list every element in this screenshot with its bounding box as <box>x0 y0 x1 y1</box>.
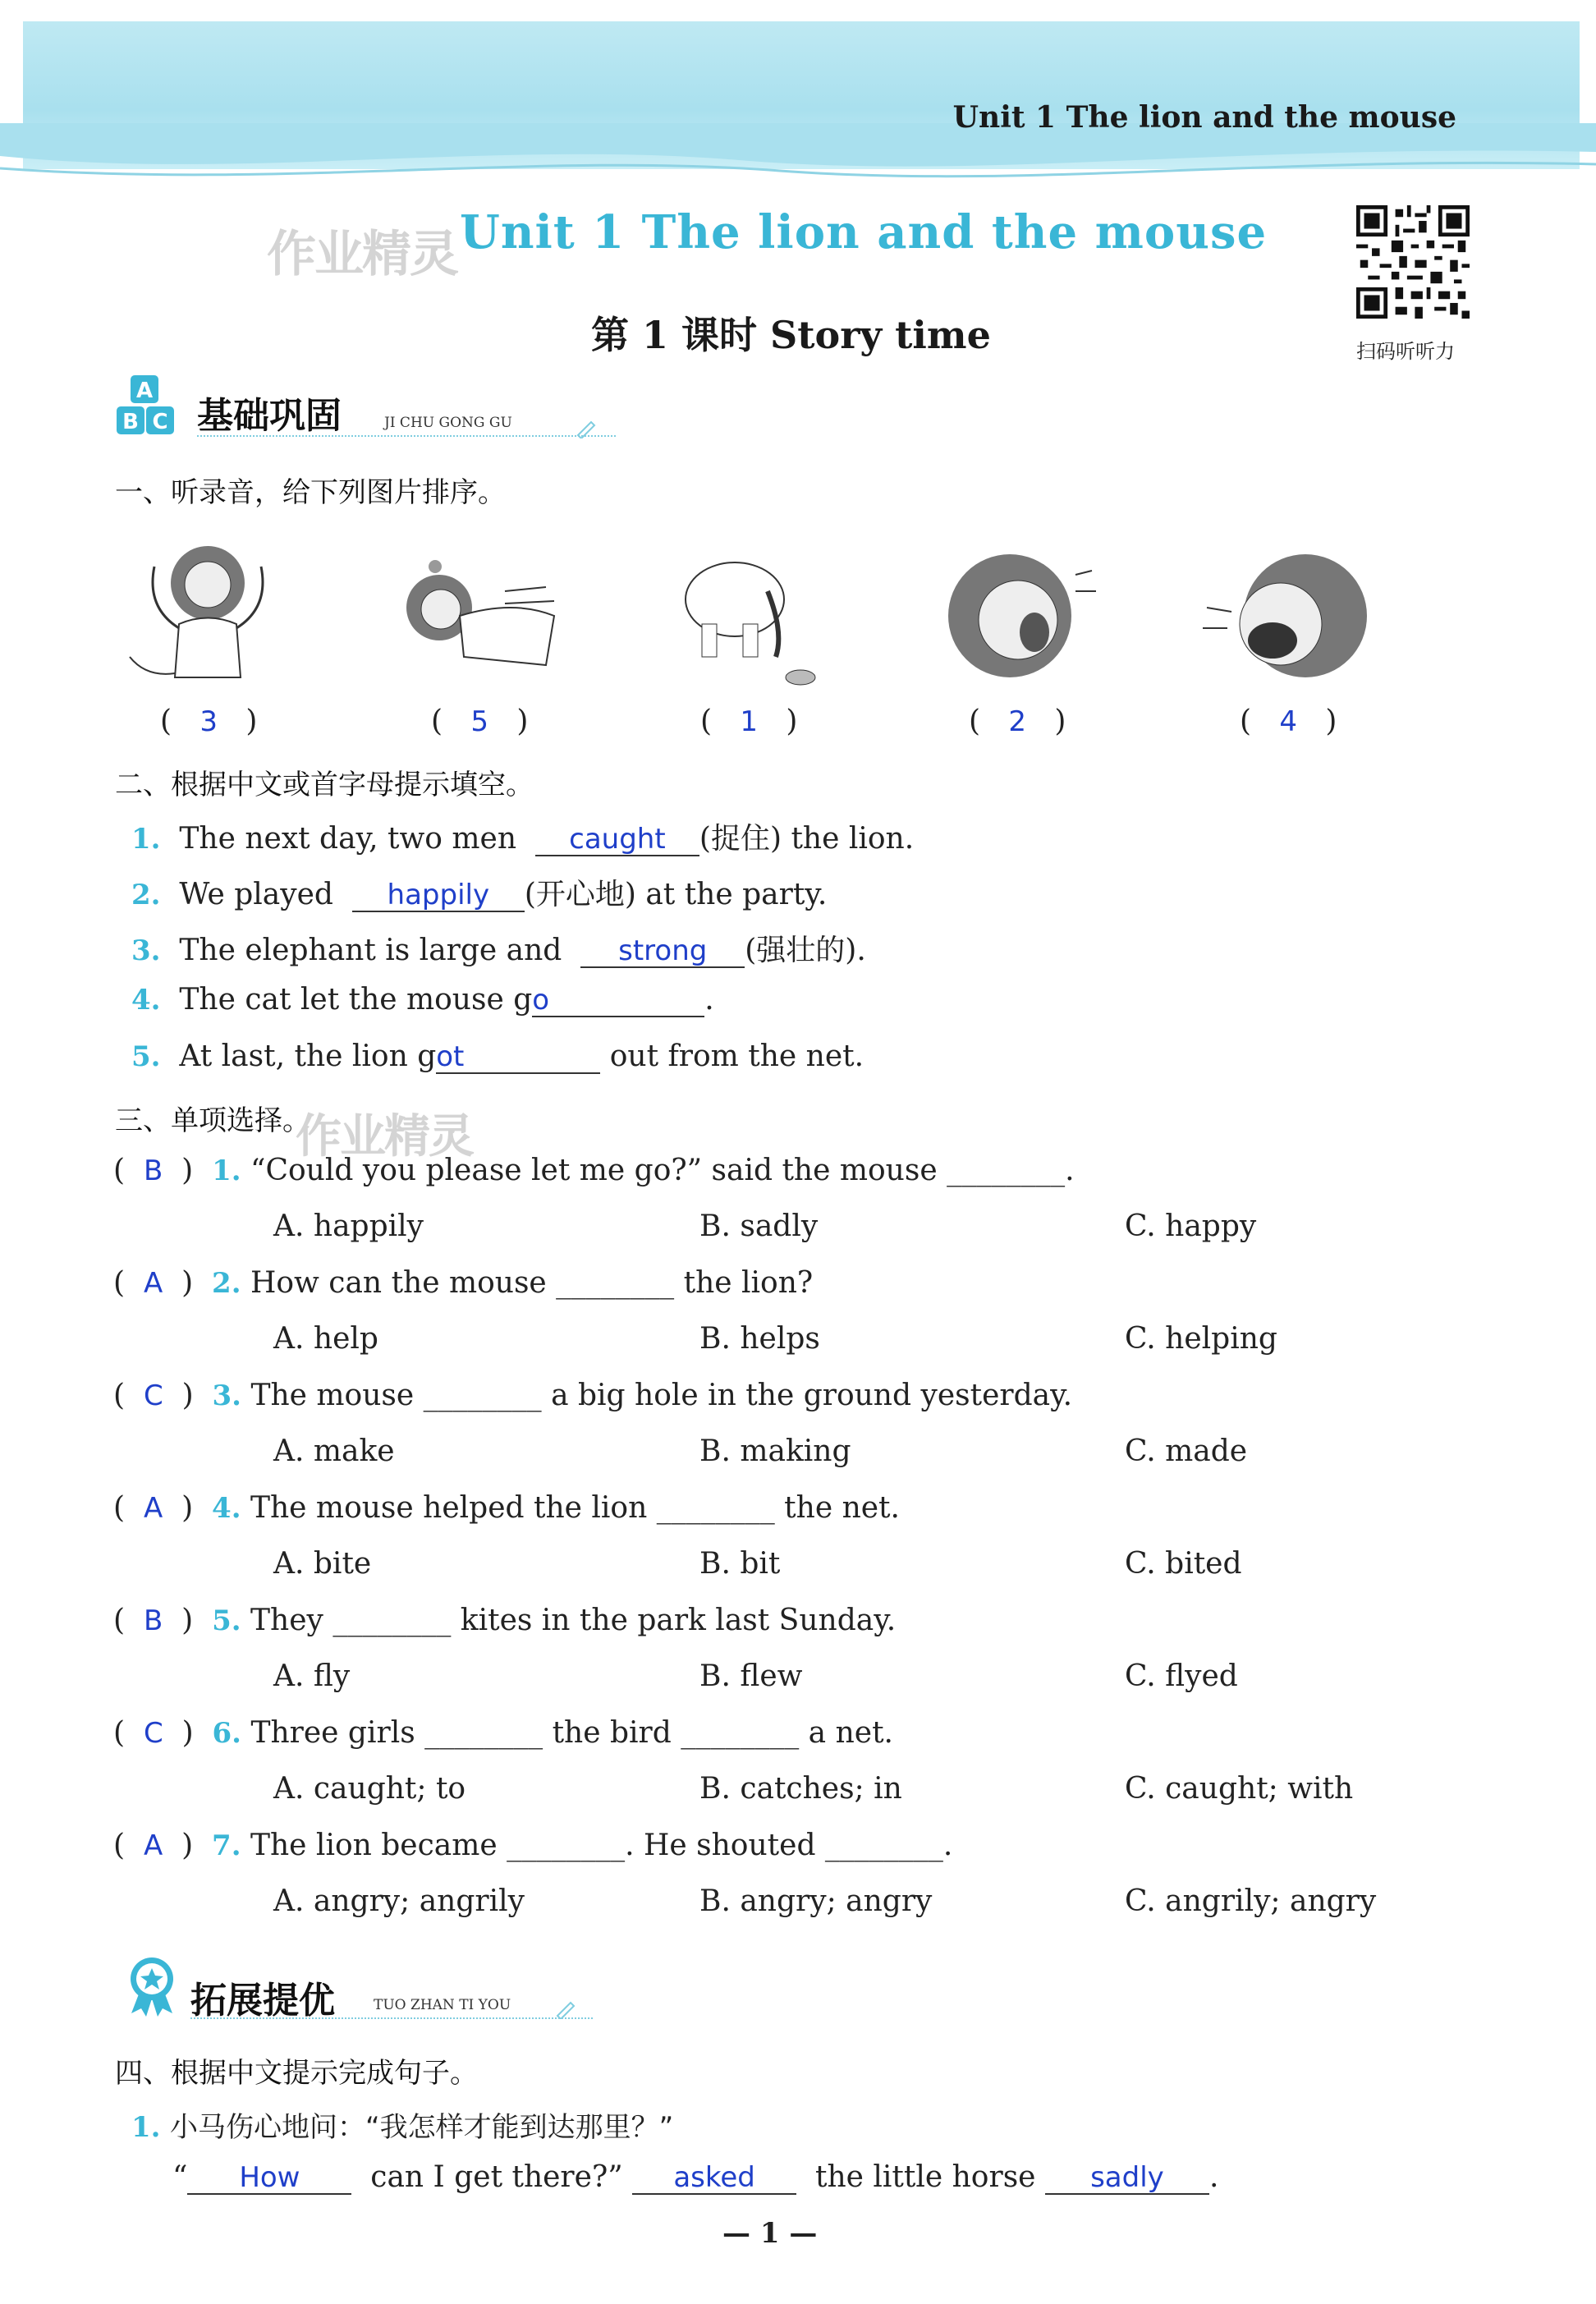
option-a[interactable]: A. bite <box>273 1547 372 1581</box>
lion-holding-mouse-picture <box>928 542 1117 706</box>
option-c[interactable]: C. bited <box>1125 1547 1242 1581</box>
option-c[interactable]: C. flyed <box>1125 1659 1238 1693</box>
lion-roaring-picture <box>1190 550 1379 714</box>
picture-order-5: ( 4 ) <box>1240 705 1337 738</box>
option-c[interactable]: C. angrily; angry <box>1125 1884 1377 1918</box>
choice-question-7: ( A ) 7. The lion became ________. He shouted ________. <box>113 1829 953 1862</box>
block-letter-b: B <box>122 410 139 434</box>
lion-running-mouse-picture <box>382 542 571 706</box>
option-c[interactable]: C. happy <box>1125 1209 1257 1243</box>
part1-heading: 一、听录音，给下列图片排序。 <box>115 476 506 509</box>
option-b[interactable]: B. bit <box>699 1547 781 1581</box>
option-a[interactable]: A. angry; angrily <box>273 1884 525 1918</box>
picture-answer[interactable]: 3 <box>200 705 218 738</box>
section-pinyin: TUO ZHAN TI YOU <box>374 1997 511 2013</box>
fill-answer[interactable]: caught <box>569 823 666 856</box>
option-b[interactable]: B. flew <box>699 1659 803 1693</box>
translate-item-1: 1. 小马伤心地问：“我怎样才能到达那里？” <box>131 2111 674 2144</box>
option-b[interactable]: B. angry; angry <box>699 1884 933 1918</box>
watermark: 作业精灵 <box>267 226 457 283</box>
option-b[interactable]: B. sadly <box>699 1209 819 1243</box>
option-b[interactable]: B. helps <box>699 1322 820 1356</box>
translate-answer[interactable]: sadly <box>1090 2161 1164 2194</box>
picture-answer[interactable]: 2 <box>1008 705 1027 738</box>
picture-order-1: ( 3 ) <box>160 705 258 738</box>
lesson-title: 第 1 课时 Story time <box>591 313 991 357</box>
fill-answer[interactable]: happily <box>387 879 490 911</box>
option-a[interactable]: A. happily <box>273 1209 424 1243</box>
fill-item-5: 5. At last, the lion got out from the net. <box>131 1040 864 1073</box>
option-c[interactable]: C. helping <box>1125 1322 1277 1356</box>
translate-answer[interactable]: asked <box>673 2161 755 2194</box>
fill-answer[interactable]: ot <box>436 1040 465 1073</box>
picture-order-3: ( 1 ) <box>700 705 798 738</box>
watermark: 作业精灵 <box>296 1110 473 1163</box>
picture-order-4: ( 2 ) <box>969 705 1066 738</box>
fill-answer[interactable]: strong <box>618 934 708 967</box>
option-a[interactable]: A. make <box>273 1434 395 1468</box>
fill-item-4: 4. The cat let the mouse go . <box>131 983 714 1017</box>
section-pinyin: JI CHU GONG GU <box>384 415 512 431</box>
choice-question-6: ( C ) 6. Three girls ________ the bird ________ a net. <box>113 1716 893 1750</box>
qr-code-icon[interactable] <box>1356 205 1470 319</box>
option-b[interactable]: B. catches; in <box>699 1772 902 1806</box>
option-c[interactable]: C. made <box>1125 1434 1248 1468</box>
pencil-icon <box>554 1998 579 2019</box>
medal-icon <box>122 1954 182 2017</box>
fill-item-3: 3. The elephant is large and strong (强壮的). <box>131 934 866 967</box>
fill-answer[interactable]: o <box>532 984 550 1017</box>
pencil-icon <box>575 417 599 438</box>
choice-question-1: ( B ) 1. “Could you please let me go?” said the mouse ________. <box>113 1154 1075 1187</box>
option-b[interactable]: B. making <box>699 1434 851 1468</box>
unit-title: Unit 1 The lion and the mouse <box>460 205 1268 259</box>
choice-answer[interactable]: A <box>143 1492 163 1525</box>
part3-heading: 三、单项选择。 <box>115 1104 310 1137</box>
part2-heading: 二、根据中文或首字母提示填空。 <box>115 769 534 801</box>
section-divider <box>197 435 616 437</box>
choice-answer[interactable]: A <box>143 1267 163 1300</box>
picture-answer[interactable]: 4 <box>1279 705 1298 738</box>
choice-question-2: ( A ) 2. How can the mouse ________ the lion? <box>113 1266 814 1300</box>
option-a[interactable]: A. fly <box>273 1659 351 1693</box>
abc-blocks-icon <box>115 374 176 436</box>
page-number: — 1 — <box>722 2217 818 2250</box>
part4-heading: 四、根据中文提示完成句子。 <box>115 2057 478 2090</box>
lion-flexing-picture <box>113 534 302 698</box>
choice-question-5: ( B ) 5. They ________ kites in the park last Sunday. <box>113 1604 897 1637</box>
choice-answer[interactable]: B <box>143 1604 163 1637</box>
choice-answer[interactable]: B <box>143 1154 163 1187</box>
translate-answer-line: “ How can I get there?” asked the little horse sadly . <box>172 2160 1219 2194</box>
option-a[interactable]: A. caught; to <box>273 1772 466 1806</box>
choice-answer[interactable]: C <box>143 1379 163 1412</box>
picture-answer[interactable]: 1 <box>740 705 759 738</box>
fill-item-2: 2. We played happily (开心地) at the party. <box>131 878 828 911</box>
fill-item-1: 1. The next day, two men caught (捉住) the lion. <box>131 822 915 856</box>
choice-question-3: ( C ) 3. The mouse ________ a big hole in the ground yesterday. <box>113 1379 1073 1412</box>
section-title: 基础巩固 <box>197 395 342 437</box>
option-c[interactable]: C. caught; with <box>1125 1772 1354 1806</box>
running-title: Unit 1 The lion and the mouse <box>952 100 1456 135</box>
block-letter-c: C <box>152 410 168 434</box>
section-divider <box>190 2017 593 2019</box>
elephant-mouse-picture <box>653 534 842 698</box>
translate-answer[interactable]: How <box>239 2161 300 2194</box>
block-letter-a: A <box>135 379 154 403</box>
picture-answer[interactable]: 5 <box>470 705 489 738</box>
choice-question-4: ( A ) 4. The mouse helped the lion ________ the net. <box>113 1491 900 1525</box>
choice-answer[interactable]: C <box>143 1717 163 1750</box>
qr-label: 扫码听听力 <box>1356 340 1455 363</box>
picture-order-2: ( 5 ) <box>431 705 529 738</box>
option-a[interactable]: A. help <box>273 1322 378 1356</box>
section-title: 拓展提优 <box>190 1980 335 2022</box>
choice-answer[interactable]: A <box>143 1829 163 1862</box>
